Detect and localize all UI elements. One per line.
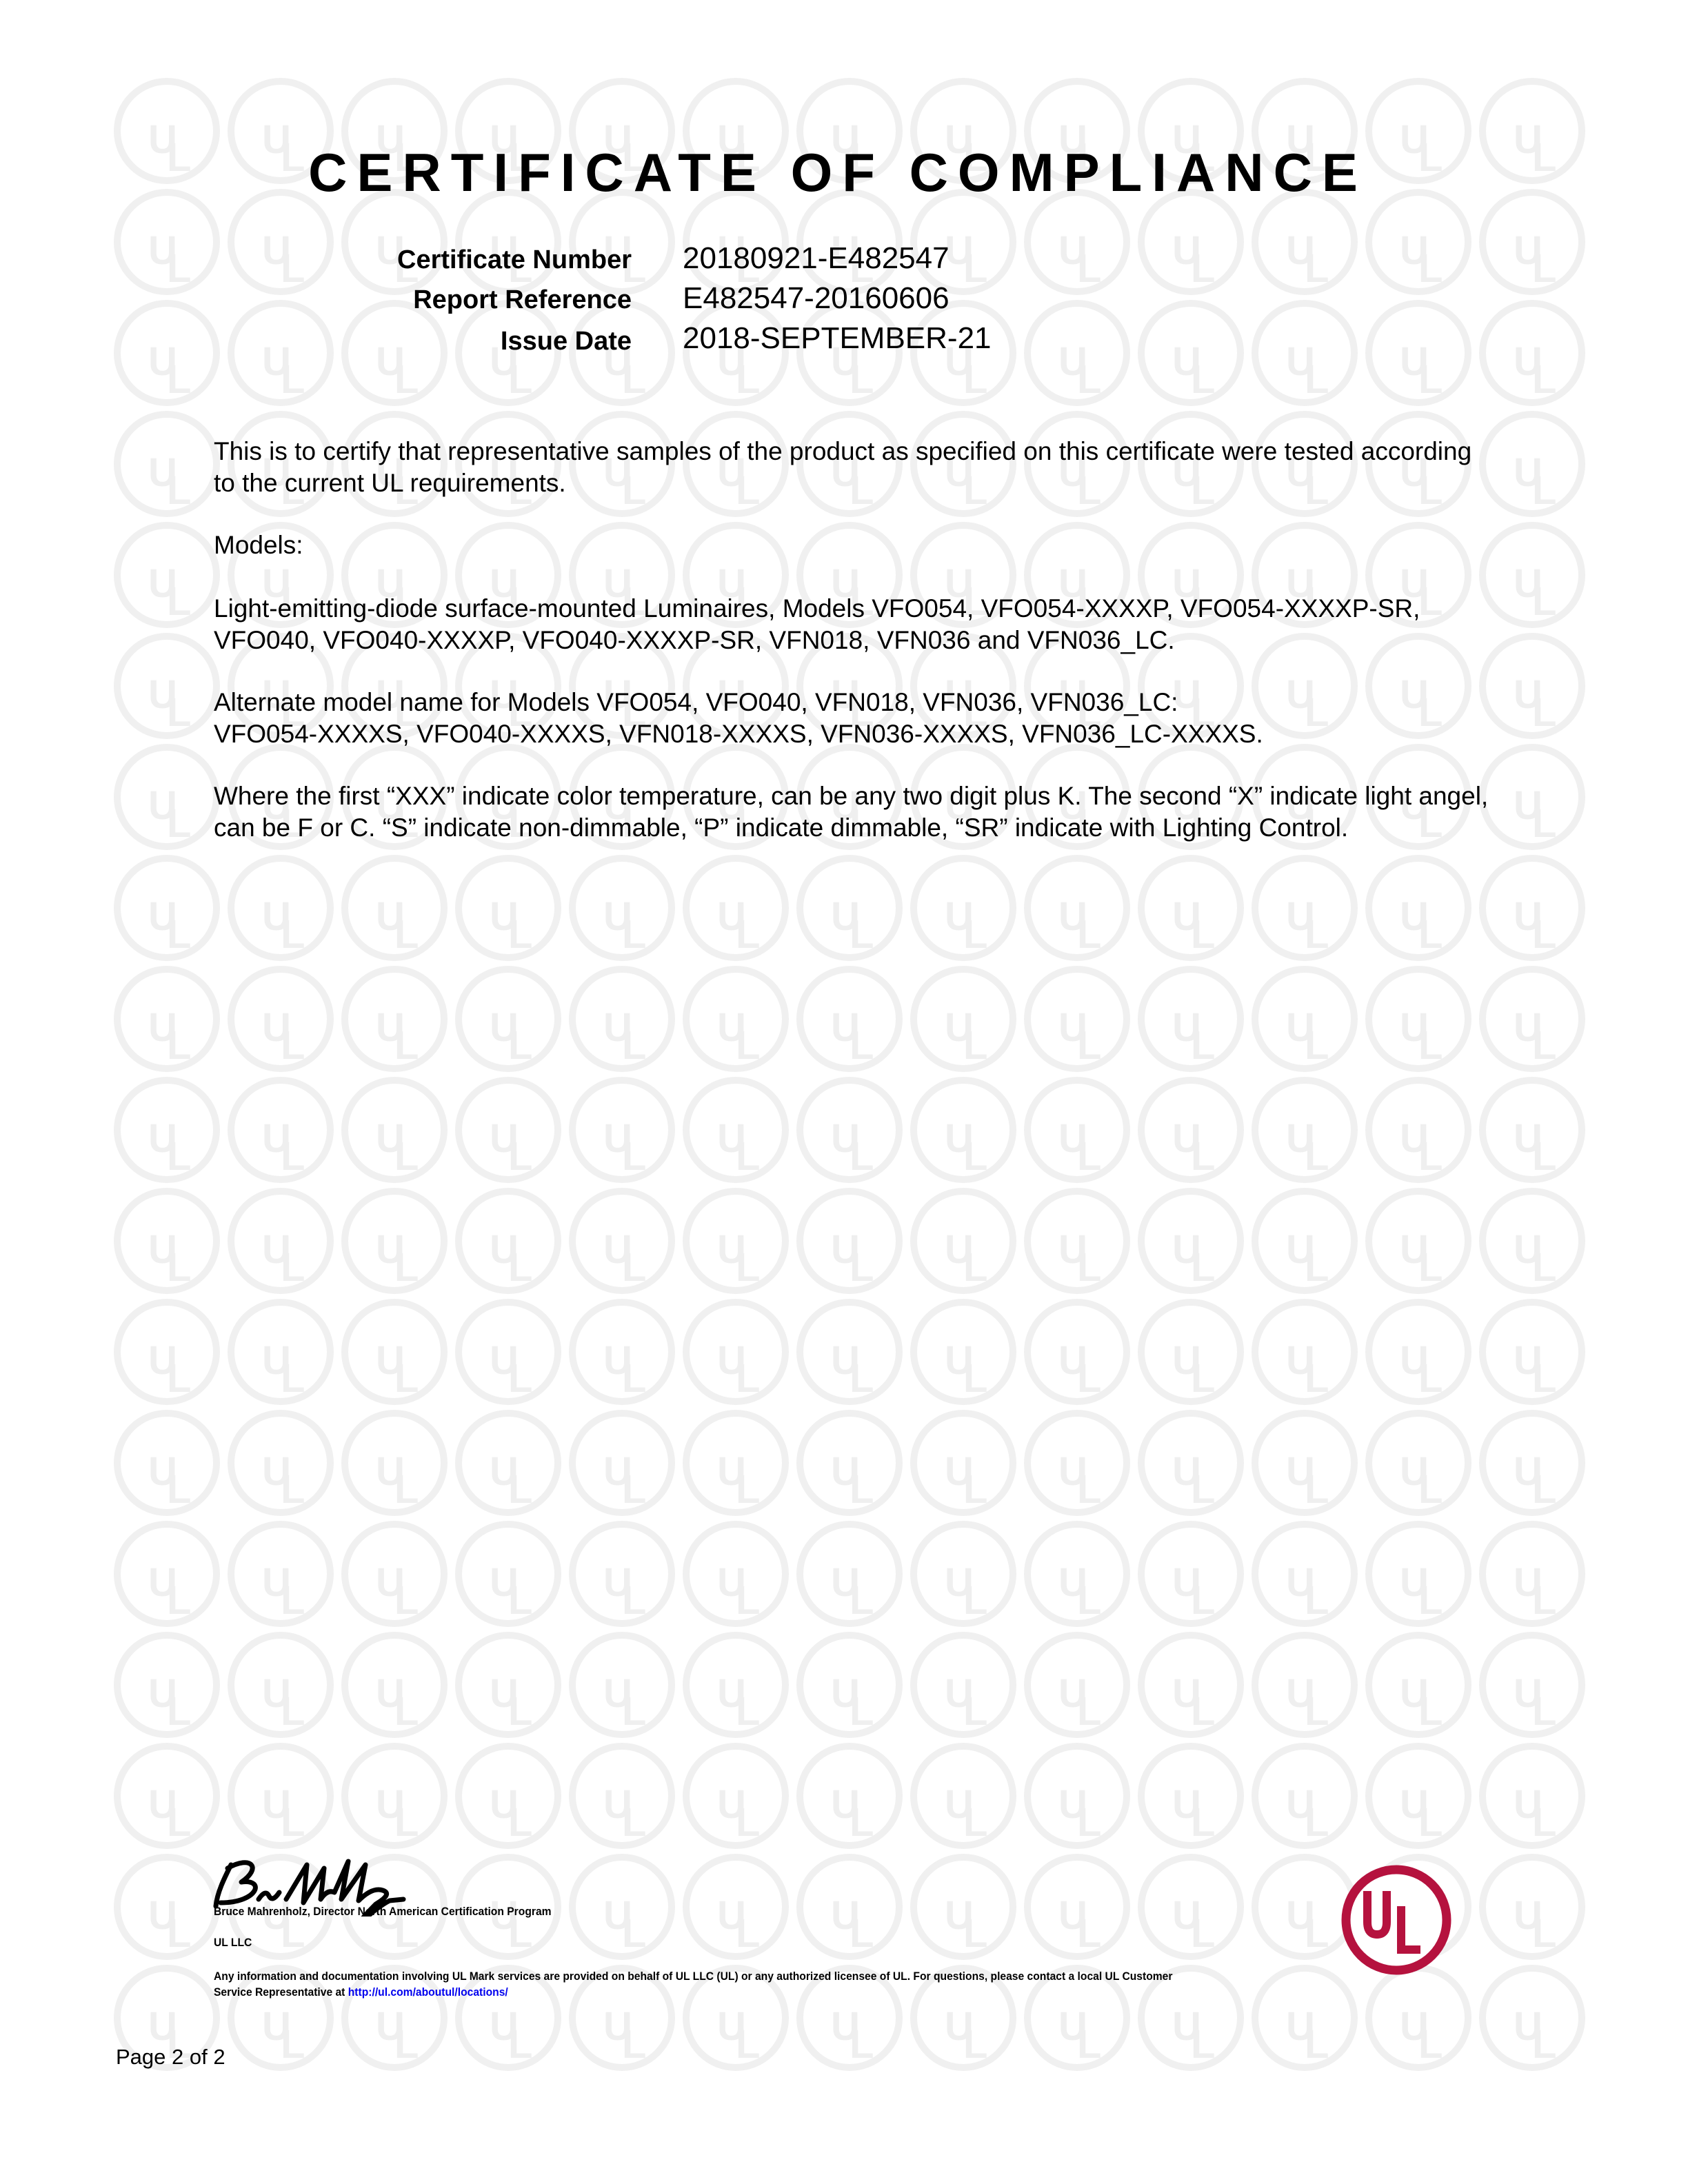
disclaimer [214, 1968, 1185, 2000]
certificate-number-label: Certificate Number [397, 245, 632, 274]
certificate-number-value: 20180921-E482547 [683, 241, 950, 275]
issue-date-value: 2018-SEPTEMBER-21 [683, 321, 992, 355]
report-reference-value: E482547-20160606 [683, 281, 950, 315]
alternate-models-line-2: VFO054-XXXXS, VFO040-XXXXS, VFN018-XXXXS, VFN036-XXXXS, VFN036_LC-XXXXS. [214, 720, 1263, 748]
issue-date-label: Issue Date [500, 327, 632, 356]
ul-logo [1338, 1861, 1455, 1979]
disclaimer-text: Any information and documentation involving UL Mark services are provided on behalf of UL LLC (UL) or any authorized licensee of UL. For questions, please contact a local UL Customer Service Representative at [214, 1970, 1173, 1999]
models-paragraph: Light-emitting-diode surface-mounted Luminaires, Models VFO054, VFO054-XXXXP, VFO054-XXXXP-SR, VFO040, VFO040-XXXXP, VFO040-XXXXP-SR, VFN018, VFN036 and VFN036_LC. [214, 594, 1420, 654]
page-title: CERTIFICATE OF COMPLIANCE [308, 142, 1367, 203]
page-number: Page 2 of 2 [116, 2045, 225, 2069]
locations-link[interactable]: http://ul.com/aboutul/locations/ [348, 1985, 508, 1999]
models-heading: Models: [214, 531, 303, 559]
signatory-name: Bruce Mahrenholz, Director North American Certification Program [214, 1905, 552, 1918]
company-name: UL LLC [214, 1936, 252, 1949]
explanation-paragraph: Where the first “XXX” indicate color temperature, can be any two digit plus K. The second “X” indicate light angel, can be F or C. “S” indicate non-dimmable, “P” indicate dimmable, “SR” indicate with Lighting Control. [214, 782, 1489, 842]
intro-paragraph: This is to certify that representative samples of the product as specified on this certificate were tested according to the current UL requirements. [214, 437, 1472, 497]
report-reference-label: Report Reference [413, 285, 632, 314]
alternate-models-line-1: Alternate model name for Models VFO054, VFO040, VFN018, VFN036, VFN036_LC: [214, 688, 1178, 716]
